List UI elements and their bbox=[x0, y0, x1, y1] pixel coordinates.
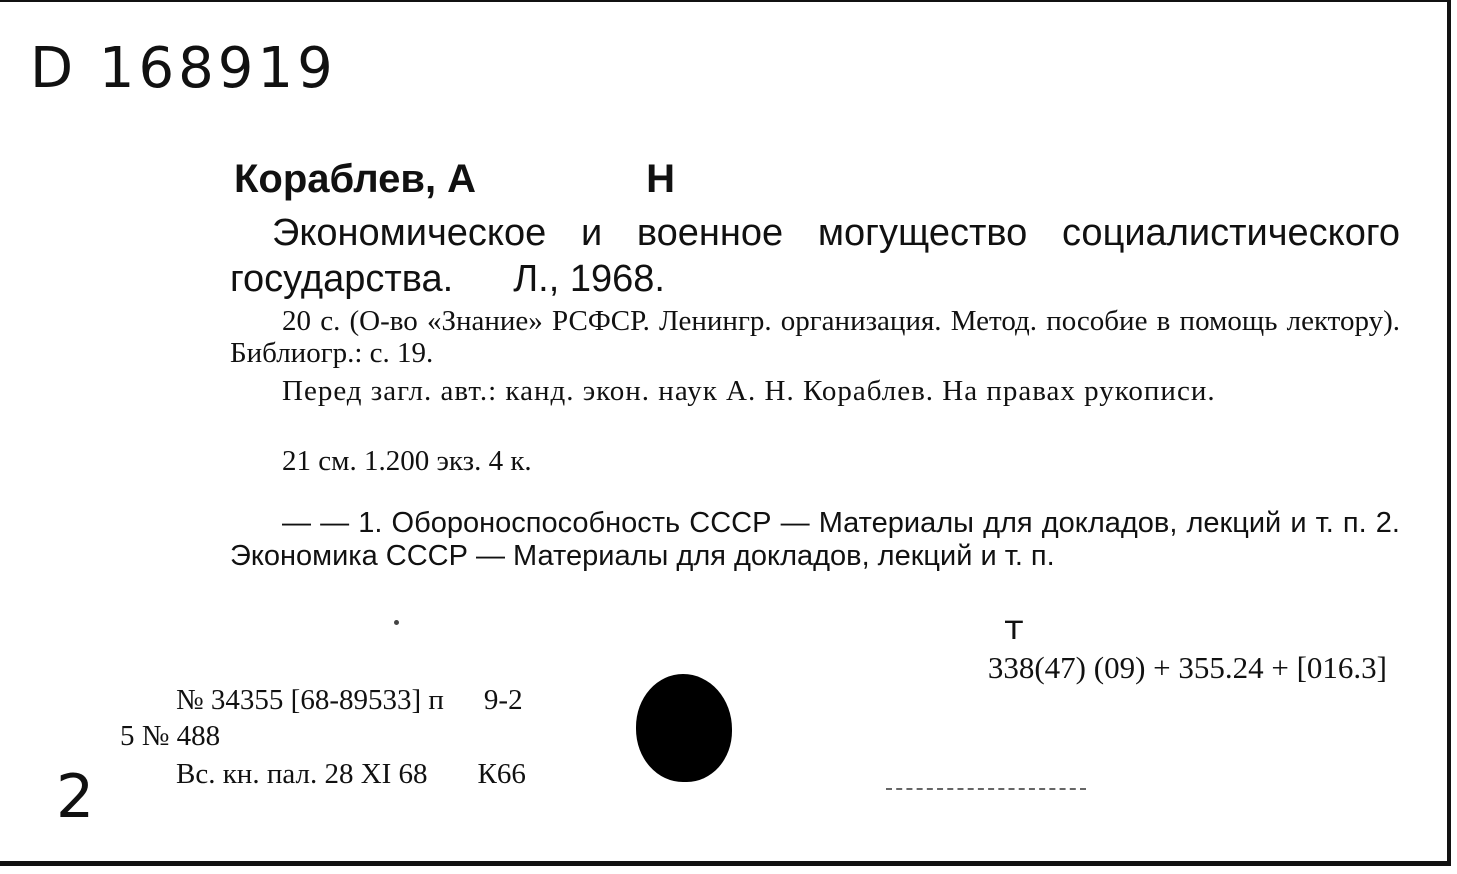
subject-headings: — — 1. Обороноспособность СССР — Материалы для докладов, лекций и т. п. 2. Экономика СССР — Материалы для докладов, лекций и т. п. bbox=[230, 507, 1400, 572]
author-surname: Кораблев, А bbox=[234, 157, 477, 201]
author-heading bbox=[234, 157, 675, 202]
classification-index: 338(47) (09) + 355.24 + [016.3] bbox=[987, 650, 1387, 685]
chamber-code: К66 bbox=[477, 758, 526, 790]
handwritten-digit: 2 bbox=[56, 762, 95, 832]
dashed-marks bbox=[886, 788, 1086, 792]
order-line bbox=[176, 684, 523, 717]
title-statement bbox=[230, 210, 1400, 302]
ink-dot bbox=[394, 620, 399, 625]
chamber-line bbox=[176, 758, 526, 791]
size-print-run: 21 см. 1.200 экз. 4 к. bbox=[282, 445, 532, 477]
copy-line: 5 № 488 bbox=[120, 720, 221, 752]
order-number: № 34355 [68-89533] п bbox=[176, 684, 444, 716]
ink-blot bbox=[636, 674, 732, 782]
collation: 20 с. (О-во «Знание» РСФСР. Ленингр. организация. Метод. пособие в помощь лектору). Библиогр.: с. 19. bbox=[230, 305, 1400, 369]
place-year: Л., 1968. bbox=[513, 258, 665, 300]
classification-mark: т bbox=[1004, 608, 1024, 648]
book-title: Экономическое и военное могущество социалистического государства. bbox=[230, 212, 1400, 300]
author-initial: Н bbox=[646, 157, 675, 201]
order-code: 9-2 bbox=[483, 684, 523, 716]
note: Перед загл. авт.: канд. экон. наук А. Н. Кораблев. На правах рукописи. bbox=[282, 375, 1216, 407]
chamber-date: Вс. кн. пал. 28 XI 68 bbox=[176, 758, 428, 790]
inventory-number: D 168919 bbox=[30, 36, 337, 101]
